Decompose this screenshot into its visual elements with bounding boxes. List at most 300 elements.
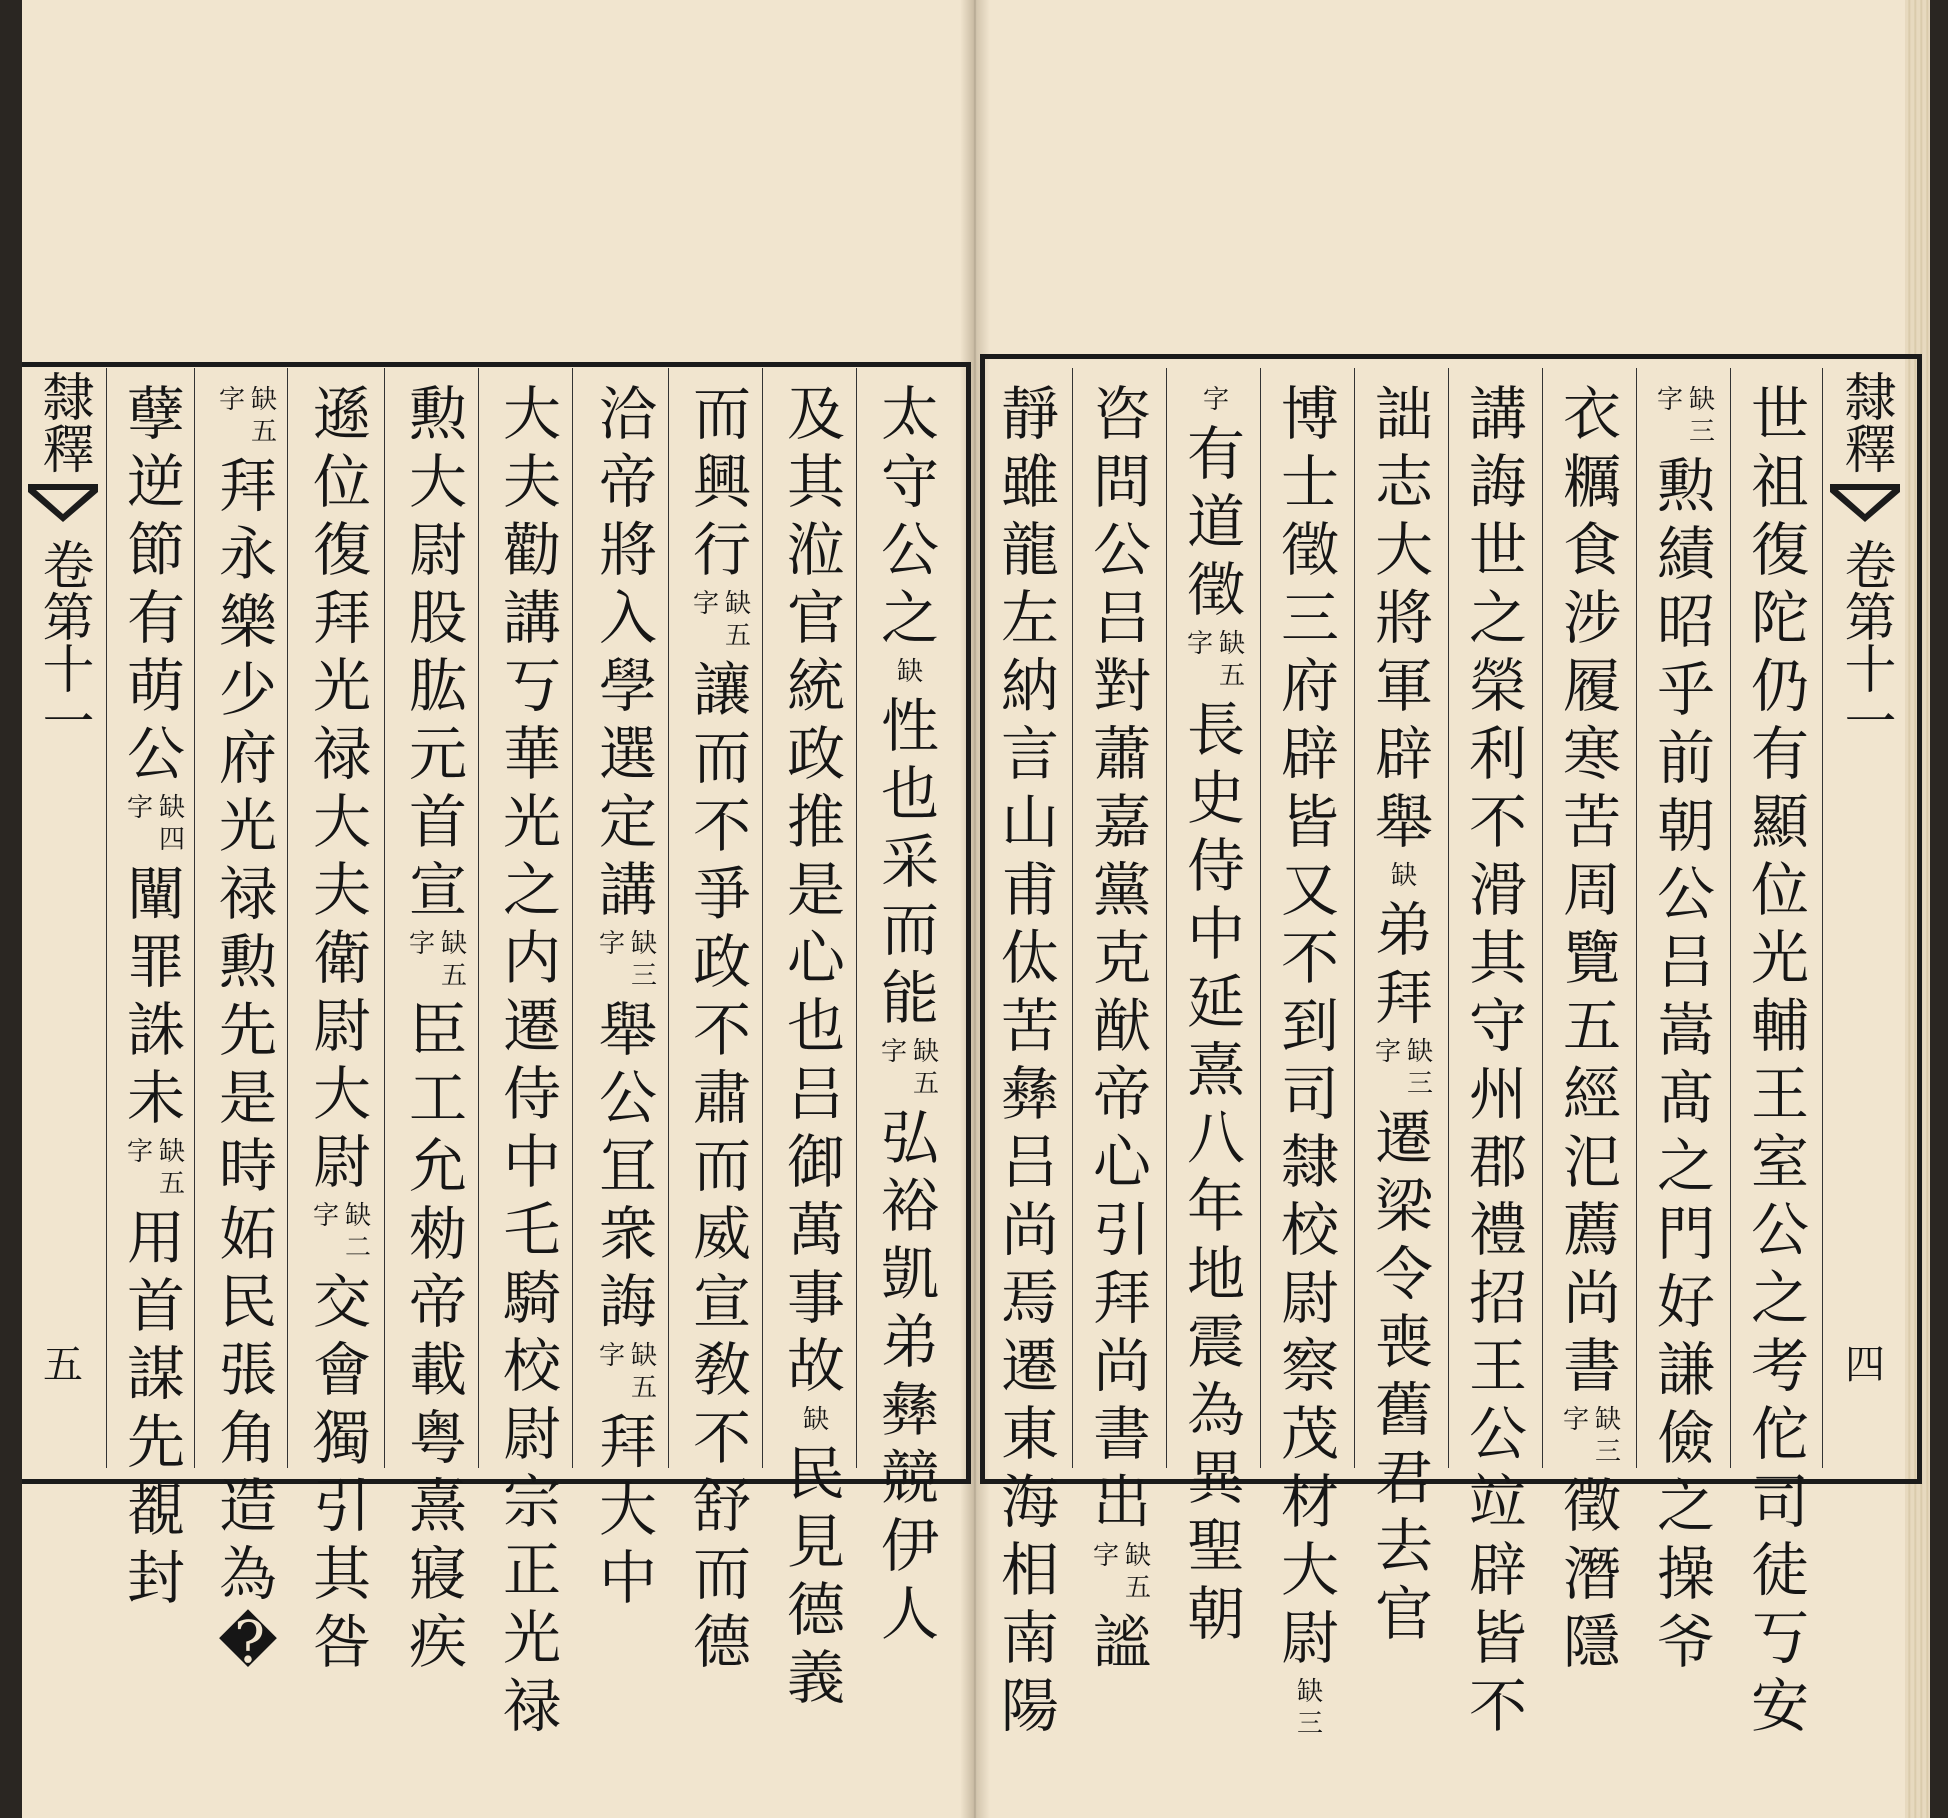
- glyph: 薦: [1562, 1196, 1621, 1264]
- glyph: 誨: [598, 1268, 657, 1336]
- glyph: 隸: [1280, 1128, 1339, 1196]
- glyph: 舉: [598, 996, 657, 1064]
- glyph: 故: [786, 1332, 845, 1400]
- glyph: 位: [312, 448, 371, 516]
- main-text-segment: [1187, 696, 1245, 1648]
- glyph: 舉: [1374, 788, 1433, 856]
- glyph: 年: [1186, 1172, 1245, 1240]
- glyph: 是: [218, 1064, 277, 1132]
- column-rule: [106, 368, 107, 1468]
- missing-characters-note: [1563, 1404, 1621, 1468]
- missing-characters-note: [313, 1200, 371, 1264]
- missing-characters-note: [219, 384, 277, 448]
- main-text-segment: [1281, 380, 1339, 1672]
- glyph: 太: [880, 380, 939, 448]
- glyph: 嘉: [1092, 788, 1151, 856]
- glyph: 為: [1186, 1376, 1245, 1444]
- glyph: 道: [1186, 488, 1245, 556]
- main-text-segment: [787, 1440, 845, 1712]
- glyph: 㑀: [1000, 924, 1059, 992]
- glyph: 孽: [126, 380, 185, 448]
- glyph: 謙: [1656, 1336, 1715, 1404]
- text-column: [990, 380, 1070, 1740]
- glyph: 其: [786, 448, 845, 516]
- glyph: 帝: [598, 448, 657, 516]
- glyph: 將: [1374, 584, 1433, 652]
- glyph: 王: [1468, 1332, 1527, 1400]
- glyph: 山: [1000, 788, 1059, 856]
- main-text-segment: [409, 380, 467, 924]
- glyph: 覽: [1562, 924, 1621, 992]
- glyph: 宣: [692, 1268, 751, 1336]
- main-text-segment: [881, 692, 939, 1032]
- glyph: 熹: [1186, 1036, 1245, 1104]
- glyph: 潛: [1562, 1540, 1621, 1608]
- glyph: 禄: [218, 860, 277, 928]
- note-line: 字: [1562, 1405, 1589, 1435]
- glyph: 選: [598, 720, 657, 788]
- glyph: 衣: [1562, 380, 1621, 448]
- glyph: 辟: [1468, 1536, 1527, 1604]
- note-line: 字: [598, 929, 625, 959]
- glyph: 宗: [502, 1468, 561, 1536]
- glyph: 考: [1750, 1332, 1809, 1400]
- glyph: 而: [692, 1540, 751, 1608]
- glyph: 公: [880, 516, 939, 584]
- glyph: 光: [218, 792, 277, 860]
- glyph: 拜: [1092, 1264, 1151, 1332]
- note-line: 字: [312, 1201, 339, 1231]
- column-rule: [1448, 368, 1449, 1468]
- main-text-segment: [599, 1408, 657, 1612]
- margin-volume-text: 卷第十一: [1835, 538, 1895, 746]
- glyph: 冝: [598, 1132, 657, 1200]
- missing-characters-note: [1203, 384, 1229, 416]
- glyph: 是: [786, 856, 845, 924]
- column-rule: [1354, 368, 1355, 1468]
- glyph: 股: [408, 584, 467, 652]
- glyph: 雖: [1000, 448, 1059, 516]
- glyph: 尚: [1562, 1264, 1621, 1332]
- note-line: 字: [1374, 1037, 1401, 1067]
- glyph: 校: [1280, 1196, 1339, 1264]
- glyph: 將: [598, 516, 657, 584]
- glyph: 誅: [126, 996, 185, 1064]
- note-line: 缺 五: [1125, 1541, 1152, 1603]
- main-text-segment: [1001, 380, 1059, 1740]
- glyph: 復: [312, 516, 371, 584]
- glyph: 競: [880, 1444, 939, 1512]
- glyph: 先: [218, 996, 277, 1064]
- column-rule: [1822, 368, 1823, 1468]
- glyph: 侍: [502, 1060, 561, 1128]
- right-margin-title: [1826, 370, 1904, 1470]
- note-line: 字: [408, 929, 435, 959]
- column-rule: [1542, 368, 1543, 1468]
- glyph: 見: [786, 1508, 845, 1576]
- glyph: 大: [598, 1476, 657, 1544]
- glyph: 地: [1186, 1240, 1245, 1308]
- glyph: 門: [1656, 1200, 1715, 1268]
- note-line: 缺 三: [1296, 1677, 1323, 1739]
- column-rule: [384, 368, 385, 1468]
- glyph: 采: [880, 828, 939, 896]
- glyph: 之: [1656, 1132, 1715, 1200]
- glyph: 大: [1374, 516, 1433, 584]
- missing-characters-note: [599, 928, 657, 992]
- glyph: 中: [502, 1128, 561, 1196]
- glyph: 用: [126, 1204, 185, 1272]
- glyph: 講: [1468, 380, 1527, 448]
- glyph: 靜: [1000, 380, 1059, 448]
- glyph: 衛: [312, 924, 371, 992]
- glyph: 不: [692, 1404, 751, 1472]
- glyph: 尉: [312, 1128, 371, 1196]
- glyph: 言: [1000, 720, 1059, 788]
- glyph: 延: [1186, 968, 1245, 1036]
- glyph: 大: [408, 448, 467, 516]
- glyph: 令: [1374, 1240, 1433, 1308]
- glyph: 祖: [1750, 448, 1809, 516]
- main-text-segment: [1563, 380, 1621, 1400]
- glyph: 克: [1092, 924, 1151, 992]
- column-rule: [1072, 368, 1073, 1468]
- glyph: 丂: [1750, 1604, 1809, 1672]
- glyph: 皆: [1280, 788, 1339, 856]
- glyph: 尉: [1280, 1604, 1339, 1672]
- text-column: [588, 380, 668, 1612]
- glyph: 入: [598, 584, 657, 652]
- glyph: 黨: [1092, 856, 1151, 924]
- note-line: 缺 三: [1689, 385, 1716, 447]
- text-column: [682, 380, 762, 1676]
- column-rule: [1260, 368, 1261, 1468]
- glyph: 心: [1092, 1128, 1151, 1196]
- glyph: 陀: [1750, 584, 1809, 652]
- glyph: 獨: [312, 1404, 371, 1472]
- glyph: 猷: [1092, 992, 1151, 1060]
- glyph: 先: [126, 1408, 185, 1476]
- glyph: 詘: [1374, 380, 1433, 448]
- glyph: 不: [1468, 1672, 1527, 1740]
- column-rule: [478, 368, 479, 1468]
- glyph: 遷: [502, 992, 561, 1060]
- glyph: 允: [408, 1132, 467, 1200]
- glyph: 講: [598, 856, 657, 924]
- glyph: 辟: [1374, 720, 1433, 788]
- text-column: [870, 380, 950, 1648]
- glyph: 裕: [880, 1172, 939, 1240]
- glyph: 遷: [1374, 1104, 1433, 1172]
- main-text-segment: [599, 380, 657, 924]
- glyph: 問: [1092, 448, 1151, 516]
- glyph: 罪: [126, 928, 185, 996]
- glyph: 徵: [1186, 556, 1245, 624]
- main-text-segment: [881, 380, 939, 652]
- text-column: [1646, 380, 1726, 1676]
- note-line: 字: [1202, 385, 1229, 415]
- fish-tail-mark-icon: [28, 484, 98, 524]
- column-rule: [856, 368, 857, 1468]
- glyph: 拜: [598, 1408, 657, 1476]
- glyph: 寒: [1562, 720, 1621, 788]
- glyph: 中: [1186, 900, 1245, 968]
- glyph: 也: [786, 992, 845, 1060]
- glyph: 室: [1750, 1128, 1809, 1196]
- glyph: 謐: [1092, 1608, 1151, 1676]
- glyph: 統: [786, 652, 845, 720]
- glyph: 有: [1186, 420, 1245, 488]
- text-column: [776, 380, 856, 1712]
- main-text-segment: [127, 380, 185, 788]
- glyph: 軍: [1374, 652, 1433, 720]
- text-column: [1458, 380, 1538, 1740]
- glyph: 萌: [126, 652, 185, 720]
- text-column: [302, 380, 382, 1676]
- glyph: 不: [1280, 924, 1339, 992]
- glyph: 南: [1000, 1604, 1059, 1672]
- column-rule: [668, 368, 669, 1468]
- glyph: 爷: [1656, 1608, 1715, 1676]
- glyph: 咨: [1092, 380, 1151, 448]
- glyph: 妬: [218, 1200, 277, 1268]
- glyph: 民: [786, 1440, 845, 1508]
- main-text-segment: [1469, 380, 1527, 1740]
- main-text-segment: [1187, 420, 1245, 624]
- glyph: 事: [786, 1264, 845, 1332]
- glyph: 首: [408, 788, 467, 856]
- note-line: 字: [1092, 1541, 1119, 1571]
- note-line: 字: [218, 385, 245, 415]
- missing-characters-note: [1391, 860, 1417, 892]
- missing-characters-note: [881, 1036, 939, 1100]
- glyph: 勲: [408, 380, 467, 448]
- glyph: 復: [1750, 516, 1809, 584]
- missing-characters-note: [897, 656, 923, 688]
- column-rule: [1166, 368, 1167, 1468]
- glyph: 而: [692, 380, 751, 448]
- glyph: 書: [1562, 1332, 1621, 1400]
- glyph: 爭: [692, 860, 751, 928]
- glyph: 君: [1374, 1444, 1433, 1512]
- note-line: 缺 五: [913, 1037, 940, 1099]
- glyph: 仍: [1750, 652, 1809, 720]
- glyph: 操: [1656, 1540, 1715, 1608]
- main-text-segment: [1375, 896, 1433, 1032]
- glyph: 守: [880, 448, 939, 516]
- glyph: 公: [1092, 516, 1151, 584]
- glyph: 績: [1656, 520, 1715, 588]
- glyph: 封: [126, 1544, 185, 1612]
- main-text-segment: [787, 380, 845, 1400]
- glyph: 利: [1468, 720, 1527, 788]
- glyph: 長: [1186, 696, 1245, 764]
- glyph: 公: [598, 1064, 657, 1132]
- note-line: 缺 五: [159, 1137, 186, 1199]
- glyph: 洽: [598, 380, 657, 448]
- glyph: 工: [408, 1064, 467, 1132]
- missing-characters-note: [1187, 628, 1245, 692]
- glyph: 未: [126, 1064, 185, 1132]
- glyph: 勲: [218, 928, 277, 996]
- glyph: 也: [880, 760, 939, 828]
- text-column: [1082, 380, 1162, 1676]
- glyph: 乎: [1656, 656, 1715, 724]
- glyph: 察: [1280, 1332, 1339, 1400]
- glyph: 朝: [1656, 792, 1715, 860]
- note-line: 缺 五: [441, 929, 468, 991]
- glyph: 不: [1468, 788, 1527, 856]
- glyph: 凱: [880, 1240, 939, 1308]
- note-line: 缺 五: [631, 1341, 658, 1403]
- column-rule: [1730, 368, 1731, 1468]
- glyph: 載: [408, 1336, 467, 1404]
- glyph: 光: [502, 788, 561, 856]
- glyph: 人: [880, 1580, 939, 1648]
- glyph: 公: [1468, 1400, 1527, 1468]
- margin-title-text: 隸釋: [1835, 370, 1895, 474]
- glyph: 覩: [126, 1476, 185, 1544]
- main-text-segment: [599, 996, 657, 1336]
- glyph: 尉: [408, 516, 467, 584]
- glyph: 敎: [692, 1336, 751, 1404]
- glyph: 吕: [1092, 584, 1151, 652]
- main-text-segment: [1657, 452, 1715, 1676]
- glyph: 郡: [1468, 1128, 1527, 1196]
- glyph: 徵: [1562, 1472, 1621, 1540]
- glyph: 宣: [408, 856, 467, 924]
- main-text-segment: [503, 380, 561, 1740]
- note-line: 缺 二: [345, 1201, 372, 1263]
- missing-characters-note: [409, 928, 467, 992]
- glyph: 公: [1656, 860, 1715, 928]
- note-line: 字: [126, 793, 153, 823]
- text-column: [1552, 380, 1632, 1676]
- glyph: 禄: [502, 1672, 561, 1740]
- glyph: 遷: [1000, 1332, 1059, 1400]
- glyph: 之: [1656, 1472, 1715, 1540]
- note-line: 缺 三: [631, 929, 658, 991]
- glyph: 熹: [408, 1472, 467, 1540]
- text-column: [208, 380, 288, 1676]
- glyph: 元: [408, 720, 467, 788]
- main-text-segment: [1751, 380, 1809, 1740]
- glyph: 定: [598, 788, 657, 856]
- fish-tail-mark-icon: [1830, 484, 1900, 524]
- glyph: 滑: [1468, 856, 1527, 924]
- glyph: 帝: [1092, 1060, 1151, 1128]
- glyph: 吕: [1000, 1128, 1059, 1196]
- glyph: 德: [786, 1576, 845, 1644]
- glyph: 舒: [692, 1472, 751, 1540]
- glyph: 時: [218, 1132, 277, 1200]
- glyph: 世: [1468, 516, 1527, 584]
- glyph: 志: [1374, 448, 1433, 516]
- glyph: 而: [692, 724, 751, 792]
- glyph: 疾: [408, 1608, 467, 1676]
- glyph: 出: [1092, 1468, 1151, 1536]
- glyph: 材: [1280, 1468, 1339, 1536]
- note-line: 缺: [896, 657, 923, 687]
- column-rule: [572, 368, 573, 1468]
- glyph: 為: [218, 1540, 277, 1608]
- glyph: 夫: [312, 856, 371, 924]
- glyph: 焉: [1000, 1264, 1059, 1332]
- column-rule: [762, 368, 763, 1468]
- glyph: 之: [1750, 1264, 1809, 1332]
- missing-characters-note: [803, 1404, 829, 1436]
- glyph: 王: [1750, 1060, 1809, 1128]
- note-line: 字: [126, 1137, 153, 1167]
- glyph: 讓: [692, 656, 751, 724]
- missing-characters-note: [127, 1136, 185, 1200]
- main-text-segment: [693, 380, 751, 584]
- missing-characters-note: [1375, 1036, 1433, 1100]
- text-column: [1740, 380, 1820, 1740]
- glyph: 德: [692, 1608, 751, 1676]
- glyph: 經: [1562, 1060, 1621, 1128]
- glyph: 喪: [1374, 1308, 1433, 1376]
- glyph: 尚: [1000, 1196, 1059, 1264]
- main-text-segment: [881, 1104, 939, 1648]
- glyph: 大: [502, 380, 561, 448]
- glyph: 震: [1186, 1308, 1245, 1376]
- glyph: 之: [502, 856, 561, 924]
- glyph: 顯: [1750, 788, 1809, 856]
- glyph: 徵: [1280, 516, 1339, 584]
- glyph: 乇: [502, 1196, 561, 1264]
- main-text-segment: [693, 656, 751, 1676]
- glyph: 周: [1562, 856, 1621, 924]
- main-text-segment: [1375, 380, 1433, 856]
- glyph: 府: [218, 724, 277, 792]
- glyph: 光: [502, 1604, 561, 1672]
- glyph: 尉: [312, 992, 371, 1060]
- glyph: 儉: [1656, 1404, 1715, 1472]
- glyph: 伊: [880, 1512, 939, 1580]
- glyph: 異: [1186, 1444, 1245, 1512]
- glyph: 不: [692, 792, 751, 860]
- glyph: 勑: [408, 1200, 467, 1268]
- glyph: 侍: [1186, 832, 1245, 900]
- glyph: 交: [312, 1268, 371, 1336]
- glyph: 性: [880, 692, 939, 760]
- glyph: 引: [1092, 1196, 1151, 1264]
- glyph: 涖: [786, 516, 845, 584]
- glyph: 士: [1280, 448, 1339, 516]
- glyph: 海: [1000, 1468, 1059, 1536]
- glyph: 三: [1280, 584, 1339, 652]
- glyph: 好: [1656, 1268, 1715, 1336]
- glyph: 能: [880, 964, 939, 1032]
- glyph: 寢: [408, 1540, 467, 1608]
- glyph: 茂: [1280, 1400, 1339, 1468]
- text-column: [1270, 380, 1350, 1739]
- glyph: 履: [1562, 652, 1621, 720]
- glyph: 校: [502, 1332, 561, 1400]
- glyph: 左: [1000, 584, 1059, 652]
- glyph: 萬: [786, 1196, 845, 1264]
- glyph: 書: [1092, 1400, 1151, 1468]
- glyph: 民: [218, 1268, 277, 1336]
- note-line: 缺 三: [1407, 1037, 1434, 1099]
- text-column: [1176, 380, 1256, 1648]
- main-text-segment: [127, 1204, 185, 1612]
- main-text-segment: [1093, 1608, 1151, 1676]
- glyph: 聖: [1186, 1512, 1245, 1580]
- glyph: 帝: [408, 1268, 467, 1336]
- glyph: 龍: [1000, 516, 1059, 584]
